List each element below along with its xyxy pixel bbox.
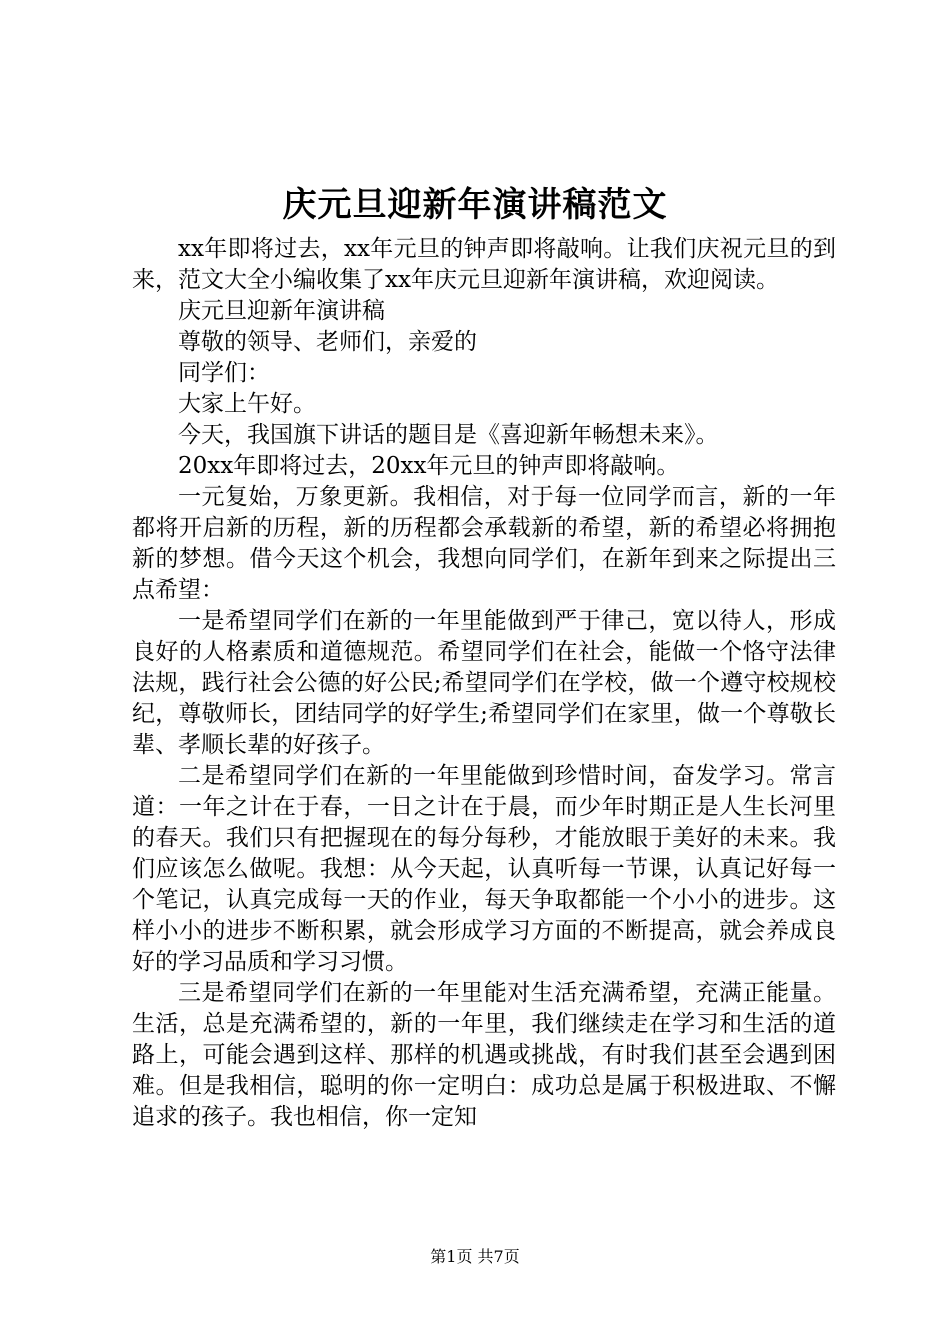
paragraph: 同学们： bbox=[178, 360, 270, 386]
paragraph: 一是希望同学们在新的一年里能做到严于律己，宽以待人，形成良好的人格素质和道德规范。希望同学们在社会，能做一个恪守法律法规，践行社会公德的好公民;希望同学们在学校，做一个遵守校规校纪，尊敬师长，团结同学的好学生;希望同学们在家里，做一个尊敬长辈、孝顺长辈的好孩子。 bbox=[132, 608, 836, 758]
paragraph: 一元复始，万象更新。我相信，对于每一位同学而言，新的一年都将开启新的历程，新的历程都会承载新的希望，新的希望必将拥抱新的梦想。借今天这个机会，我想向同学们，在新年到来之际提出三点希望： bbox=[132, 484, 836, 603]
page-title: 庆元旦迎新年演讲稿范文 bbox=[282, 185, 668, 225]
paragraph: 大家上午好。 bbox=[178, 391, 316, 417]
paragraph: 今天，我国旗下讲话的题目是《喜迎新年畅想未来》。 bbox=[178, 422, 719, 448]
paragraph: xx年即将过去，xx年元旦的钟声即将敲响。让我们庆祝元旦的到来，范文大全小编收集了xx年庆元旦迎新年演讲稿，欢迎阅读。 bbox=[132, 236, 836, 293]
paragraph: 庆元旦迎新年演讲稿 bbox=[178, 298, 385, 324]
page-footer: 第1页 共7页 bbox=[430, 1247, 520, 1266]
paragraph: 尊敬的领导、老师们，亲爱的 bbox=[178, 329, 477, 355]
paragraph: 三是希望同学们在新的一年里能对生活充满希望，充满正能量。生活，总是充满希望的，新的一年里，我们继续走在学习和生活的道路上，可能会遇到这样、那样的机遇或挑战，有时我们甚至会遇到困难。但是我相信，聪明的你一定明白：成功总是属于积极进取、不懈追求的孩子。我也相信，你一定知 bbox=[132, 980, 836, 1130]
document-body bbox=[132, 234, 836, 1133]
paragraph: 二是希望同学们在新的一年里能做到珍惜时间，奋发学习。常言道：一年之计在于春，一日之计在于晨，而少年时期正是人生长河里的春天。我们只有把握现在的每分每秒，才能放眼于美好的未来。我们应该怎么做呢。我想：从今天起，认真听每一节课，认真记好每一个笔记，认真完成每一天的作业，每天争取都能一个小小的进步。这样小小的进步不断积累，就会形成学习方面的不断提高，就会养成良好的学习品质和学习习惯。 bbox=[132, 763, 836, 975]
paragraph: 20xx年即将过去，20xx年元旦的钟声即将敲响。 bbox=[178, 453, 680, 479]
